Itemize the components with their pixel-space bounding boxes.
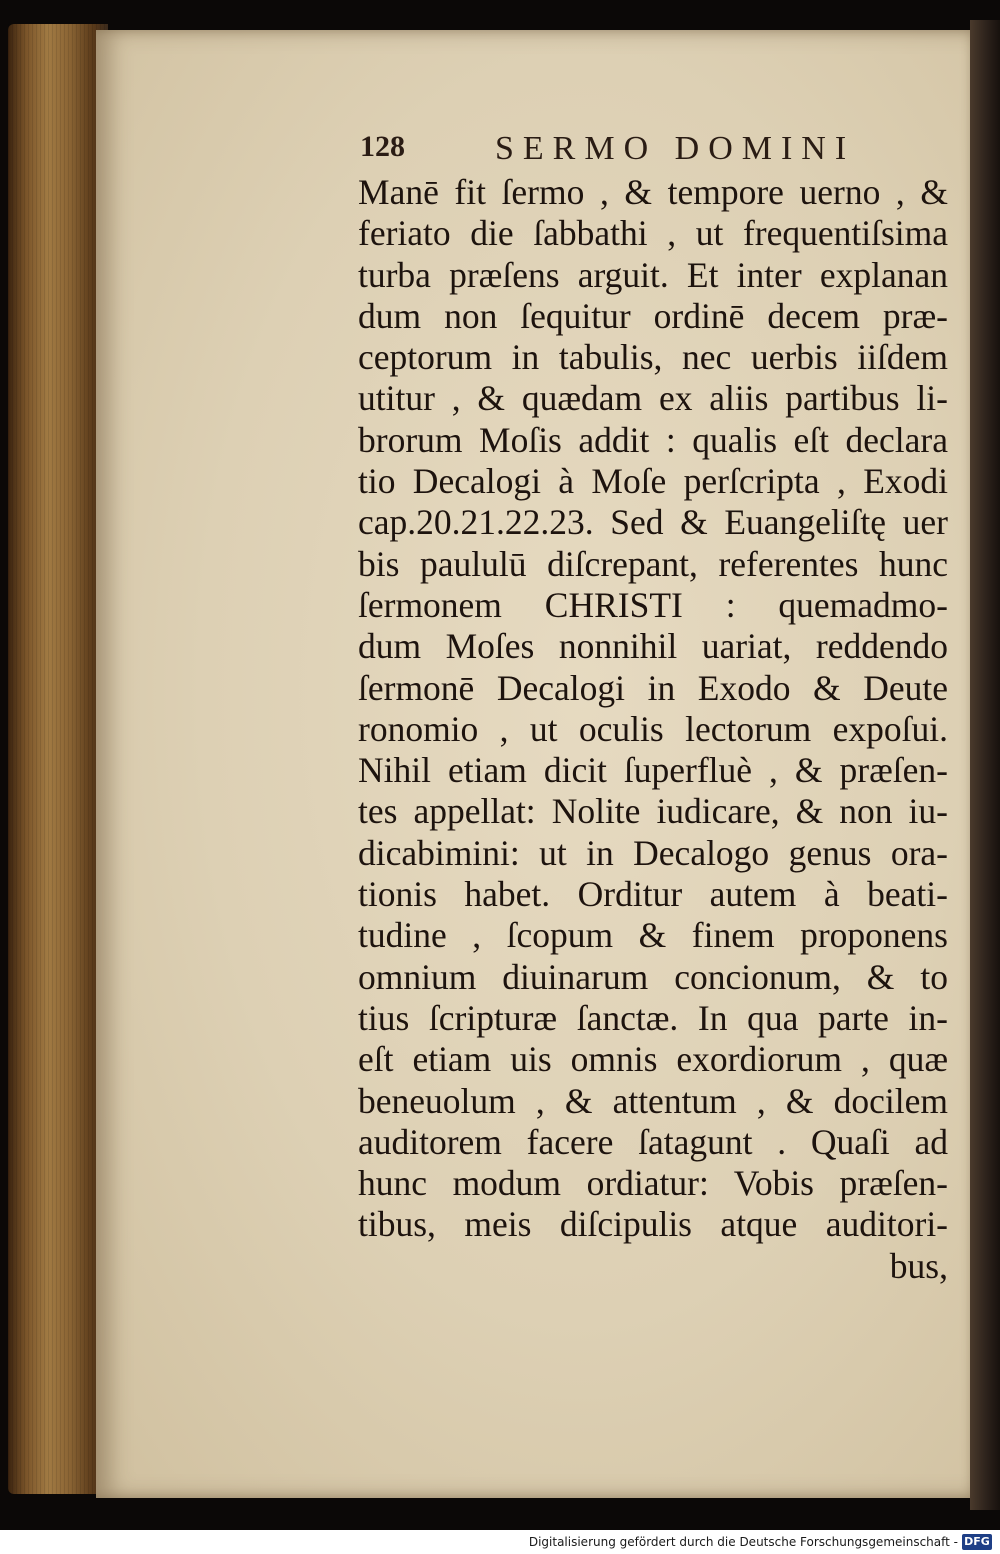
text-line: hunc modum ordiatur: Vobis præſen- [358, 1163, 948, 1204]
page-header [360, 130, 940, 170]
text-line: omnium diuinarum concionum, & to [358, 956, 948, 997]
text-line: brorum Moſis addit : qualis eſt declara [358, 419, 948, 460]
text-line: cap.20.21.22.23. Sed & Euangeliſtę uer [358, 502, 948, 543]
text-line: beneuolum , & attentum , & docilem [358, 1080, 948, 1121]
text-line: Nihil etiam dicit ſuperfluè , & præſen- [358, 750, 948, 791]
running-title: SERMO DOMINI [495, 130, 856, 167]
text-line: dicabimini: ut in Decalogo genus ora- [358, 832, 948, 873]
text-line: dum Moſes nonnihil uariat, reddendo [358, 626, 948, 667]
text-line: Manē fit ſermo , & tempore uerno , & [358, 172, 948, 212]
text-line: ſermonem CHRISTI : quemadmo- [358, 584, 948, 625]
text-line: tudine , ſcopum & finem proponens [358, 915, 948, 956]
text-line: bus, [889, 1245, 948, 1286]
text-line: tionis habet. Orditur autem à beati- [358, 874, 948, 915]
text-line: dum non ſequitur ordinē decem præ- [358, 295, 948, 336]
text-line: ſermonē Decalogi in Exodo & Deute [358, 667, 948, 708]
text-line: tibus, meis diſcipulis atque auditori- [358, 1204, 948, 1245]
footer-bar [0, 1530, 1000, 1554]
text-line: feriato die ſabbathi , ut frequentiſsima [358, 213, 948, 254]
page-number: 128 [360, 130, 405, 163]
text-line: ronomio , ut oculis lectorum expoſui. [358, 708, 948, 749]
text-line: tius ſcripturæ ſanctæ. In qua parte in- [358, 997, 948, 1038]
body-text [358, 172, 948, 1287]
text-line: eſt etiam uis omnis exordiorum , quæ [358, 1039, 948, 1080]
book-fore-edge [8, 24, 108, 1494]
text-line: turba præſens arguit. Et inter explanan [358, 254, 948, 295]
text-line: tes appellat: Nolite iudicare, & non iu- [358, 791, 948, 832]
text-line: auditorem facere ſatagunt . Quaſi ad [358, 1121, 948, 1162]
text-line: bis paululū diſcrepant, referentes hunc [358, 543, 948, 584]
text-line: tio Decalogi à Moſe perſcripta , Exodi [358, 461, 948, 502]
text-line: ceptorum in tabulis, nec uerbis iiſdem [358, 337, 948, 378]
text-line: utitur , & quædam ex aliis partibus li- [358, 378, 948, 419]
dfg-logo: DFG [962, 1534, 992, 1550]
page-gutter-edge [970, 20, 1000, 1510]
digitization-credit: Digitalisierung gefördert durch die Deutsche Forschungsgemeinschaft - [528, 1535, 958, 1549]
